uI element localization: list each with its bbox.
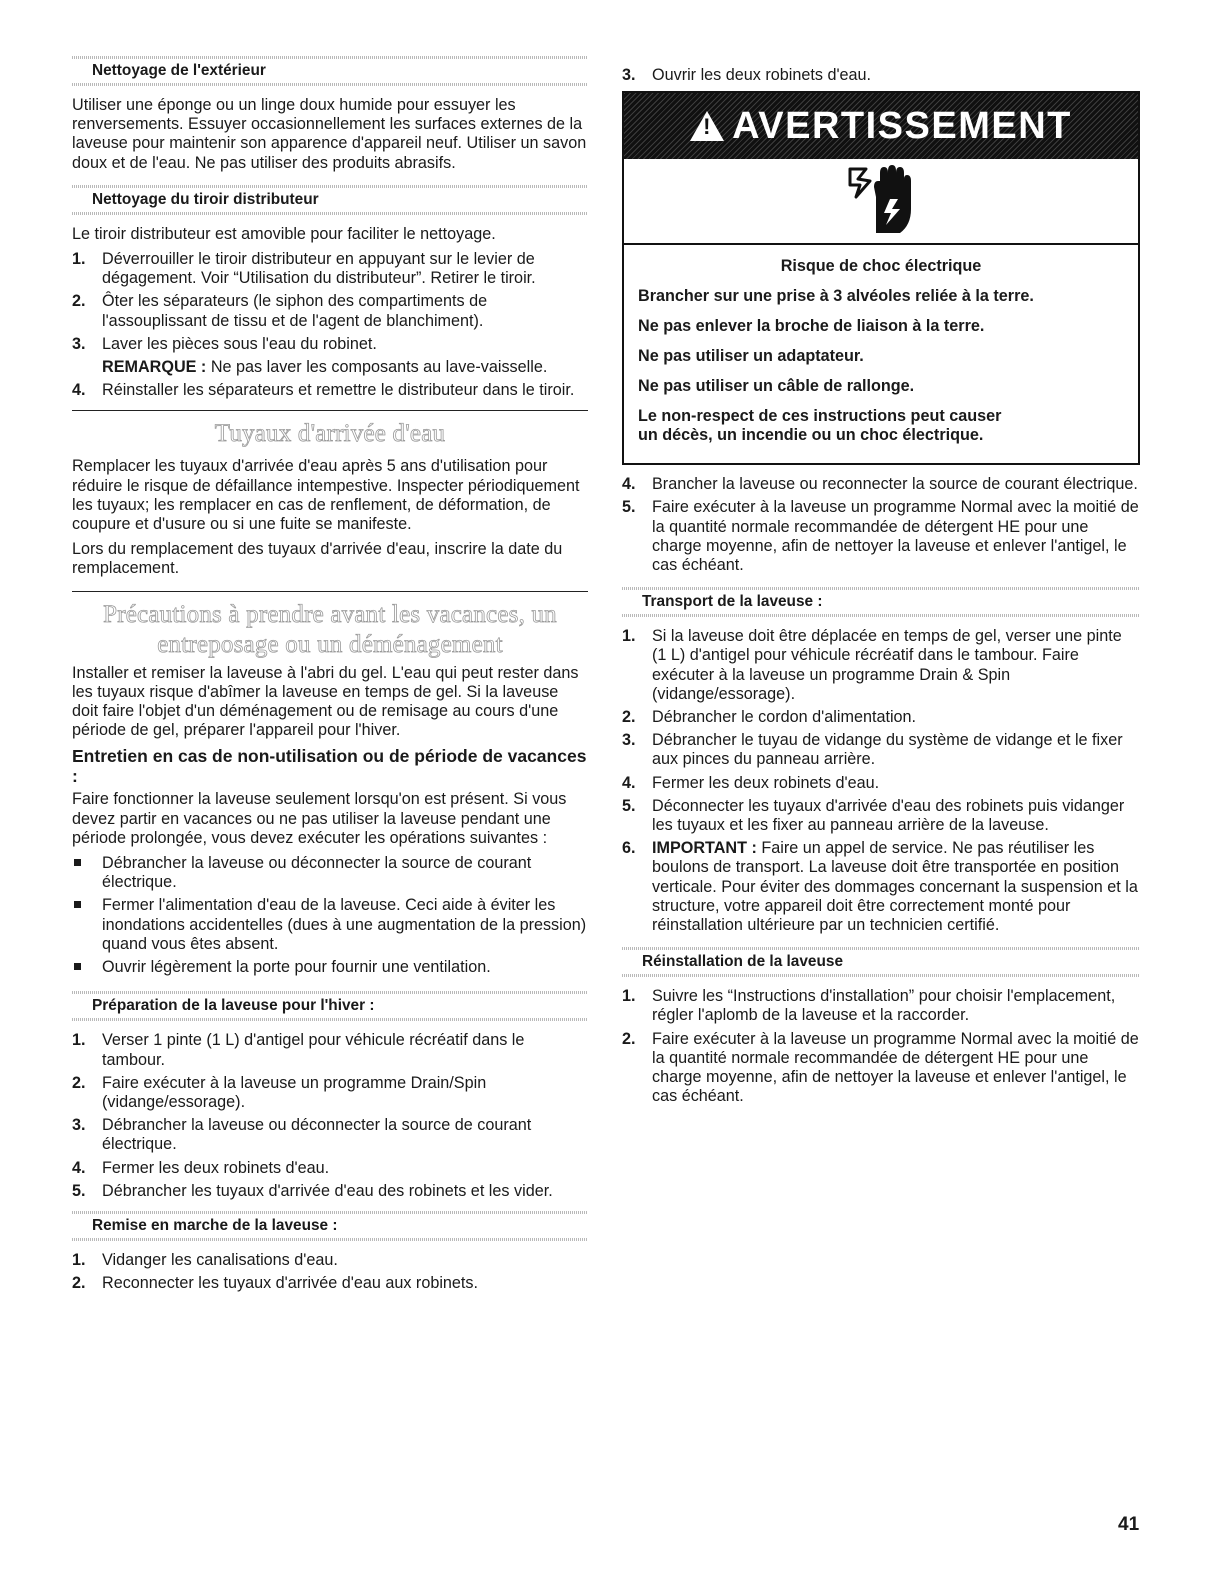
section-heading-transport: Transport de la laveuse :	[622, 587, 1140, 617]
transport-steps	[622, 627, 1140, 935]
warning-line: Brancher sur une prise à 3 alvéoles reliée à la terre.	[638, 287, 1034, 306]
vacation-paragraph-1: Installer et remiser la laveuse à l'abri du gel. L'eau qui peut rester dans les tuyaux risque d'abîmer la laveuse en temps de gel. Si la laveuse doit faire l'objet d'un déménagement ou de remisage au cours d'une période de gel, préparer l'appareil pour l'hiver.	[72, 663, 579, 740]
divider	[72, 410, 588, 411]
warning-line: Ne pas enlever la broche de liaison à la terre.	[638, 317, 985, 336]
list-item: Ouvrir légèrement la porte pour fournir une ventilation.	[72, 958, 588, 977]
electric-shock-hand-icon	[846, 163, 916, 239]
hoses-paragraph-1: Remplacer les tuyaux d'arrivée d'eau après 5 ans d'utilisation pour réduire le risque de défaillance intempestive. Inspecter périodiquement les tuyaux; les remplacer en cas de renflement, de déformation, de coupure et d'usure ou si une fuite se manifeste.	[72, 457, 580, 534]
left-column	[72, 56, 588, 1297]
list-item: 5. Débrancher les tuyaux d'arrivée d'eau des robinets et les vider.	[72, 1181, 553, 1200]
section-heading-reinstall: Réinstallation de la laveuse	[622, 947, 1140, 977]
warning-title: AVERTISSEMENT	[732, 104, 1072, 147]
list-item: 5. Déconnecter les tuyaux d'arrivée d'eau des robinets puis vidanger les tuyaux et les fixer au panneau arrière de la laveuse.	[622, 796, 1125, 835]
list-item: 3. Laver les pièces sous l'eau du robinet.	[72, 334, 377, 353]
vacation-paragraph-2: Faire fonctionner la laveuse seulement lorsqu'on est présent. Si vous devez partir en vacances ou ne pas utiliser la laveuse pendant une période prolongée, vous devez exécuter les opérations suivantes :	[72, 790, 567, 847]
list-item: 2. Débrancher le cordon d'alimentation.	[622, 708, 917, 727]
list-item: 2. Faire exécuter à la laveuse un programme Drain/Spin (vidange/essorage).	[72, 1073, 487, 1111]
list-item: 3. Débrancher le tuyau de vidange du système de vidange et le fixer aux pinces du panneau arrière.	[622, 731, 1123, 769]
list-item: 4. Réinstaller les séparateurs et remettre le distributeur dans le tiroir.	[72, 381, 575, 400]
warning-triangle-icon	[690, 111, 724, 141]
list-item: 1. Verser 1 pinte (1 L) d'antigel pour véhicule récréatif dans le tambour.	[72, 1031, 525, 1069]
note: REMARQUE : Ne pas laver les composants au lave-vaisselle.	[102, 358, 548, 377]
list-item: 1. Déverrouiller le tiroir distributeur en appuyant sur le levier de dégagement. Voir “Utilisation du distributeur”. Retirer le tiroir.	[72, 250, 536, 288]
drawer-intro: Le tiroir distributeur est amovible pour faciliter le nettoyage.	[72, 224, 496, 243]
section-heading-restart: Remise en marche de la laveuse :	[72, 1211, 588, 1241]
section-heading-winter: Préparation de la laveuse pour l'hiver :	[72, 991, 588, 1021]
warning-header	[624, 93, 1138, 159]
list-item: 4. Brancher la laveuse ou reconnecter la source de courant électrique.	[622, 475, 1138, 494]
list-item: 5. Faire exécuter à la laveuse un programme Normal avec la moitié de la quantité normale recommandée de détergent HE pour une charge moyenne, afin de nettoyer la laveuse et enlever l'antigel, le cas échéant.	[622, 498, 1139, 575]
warning-box	[622, 91, 1140, 465]
list-item: 4. Fermer les deux robinets d'eau.	[622, 773, 880, 792]
list-item: 4. Fermer les deux robinets d'eau.	[72, 1158, 330, 1177]
vacation-subheading: Entretien en cas de non-utilisation ou de période de vacances :	[72, 746, 587, 787]
vacation-bullets	[72, 854, 588, 977]
divider	[72, 591, 588, 592]
warning-risk: Risque de choc électrique	[780, 257, 982, 276]
drawer-steps	[72, 250, 588, 400]
restart-steps	[72, 1251, 588, 1293]
page-number: 41	[1118, 1514, 1140, 1535]
reconnect-steps	[622, 475, 1140, 575]
list-item: 2. Ôter les séparateurs (le siphon des compartiments de l'assouplissant de tissu et de l'agent de blanchiment).	[72, 292, 488, 330]
list-item: 3. Débrancher la laveuse ou déconnecter la source de courant électrique.	[72, 1116, 532, 1154]
step-3-list	[622, 66, 1140, 85]
warning-line: Ne pas utiliser un câble de rallonge.	[638, 377, 915, 396]
winter-steps	[72, 1031, 588, 1201]
section-heading-exterior: Nettoyage de l'extérieur	[72, 56, 588, 86]
hoses-paragraph-2: Lors du remplacement des tuyaux d'arrivée d'eau, inscrire la date du remplacement.	[72, 540, 563, 578]
list-item: 6. IMPORTANT : Faire un appel de service. Ne pas réutiliser les boulons de transport. La laveuse doit être transportée en position verticale. Pour éviter des dommages concernant la suspension et la structure, votre appareil doit être correctement monté pour réinstallation ultérieure par un technicien certifié.	[622, 839, 1138, 935]
section-title-hoses: Tuyaux d'arrivée d'eau	[214, 420, 446, 448]
list-item: 1. Suivre les “Instructions d'installation” pour choisir l'emplacement, régler l'aplomb de la laveuse et la raccorder.	[622, 987, 1116, 1025]
warning-line: Ne pas utiliser un adaptateur.	[638, 347, 864, 366]
list-item: 2. Faire exécuter à la laveuse un programme Normal avec la moitié de la quantité normale recommandée de détergent HE pour une charge moyenne, afin de nettoyer la laveuse et enlever l'antigel, le cas échéant.	[622, 1029, 1139, 1106]
warning-final: Le non-respect de ces instructions peut causer un décès, un incendie ou un choc électrique.	[638, 407, 1002, 445]
list-item: 3. Ouvrir les deux robinets d'eau.	[622, 66, 872, 84]
list-item: 1. Vidanger les canalisations d'eau.	[72, 1250, 338, 1269]
list-item: 2. Reconnecter les tuyaux d'arrivée d'eau aux robinets.	[72, 1274, 479, 1293]
right-column	[622, 66, 1140, 1110]
section-title-vacation: Précautions à prendre avant les vacances, un entreposage ou un déménagement	[103, 600, 557, 658]
section-heading-drawer: Nettoyage du tiroir distributeur	[72, 185, 588, 215]
list-item: Débrancher la laveuse ou déconnecter la source de courant électrique.	[72, 854, 588, 892]
list-item: 1. Si la laveuse doit être déplacée en temps de gel, verser une pinte (1 L) d'antigel pour véhicule récréatif dans le tambour. Faire exécuter à la laveuse un programme Drain & Spin (vidange/essorage).	[622, 627, 1122, 703]
list-item: Fermer l'alimentation d'eau de la laveuse. Ceci aide à éviter les inondations accidentelles (dues à une augmentation de la pression) quand vous êtes absent.	[72, 896, 588, 954]
exterior-paragraph: Utiliser une éponge ou un linge doux humide pour essuyer les renversements. Essuyer occasionnellement les surfaces externes de la laveuse pour maintenir son apparence d'appareil neuf. Utiliser un savon doux et de l'eau. Ne pas utiliser des produits abrasifs.	[72, 96, 587, 172]
reinstall-steps	[622, 987, 1140, 1106]
